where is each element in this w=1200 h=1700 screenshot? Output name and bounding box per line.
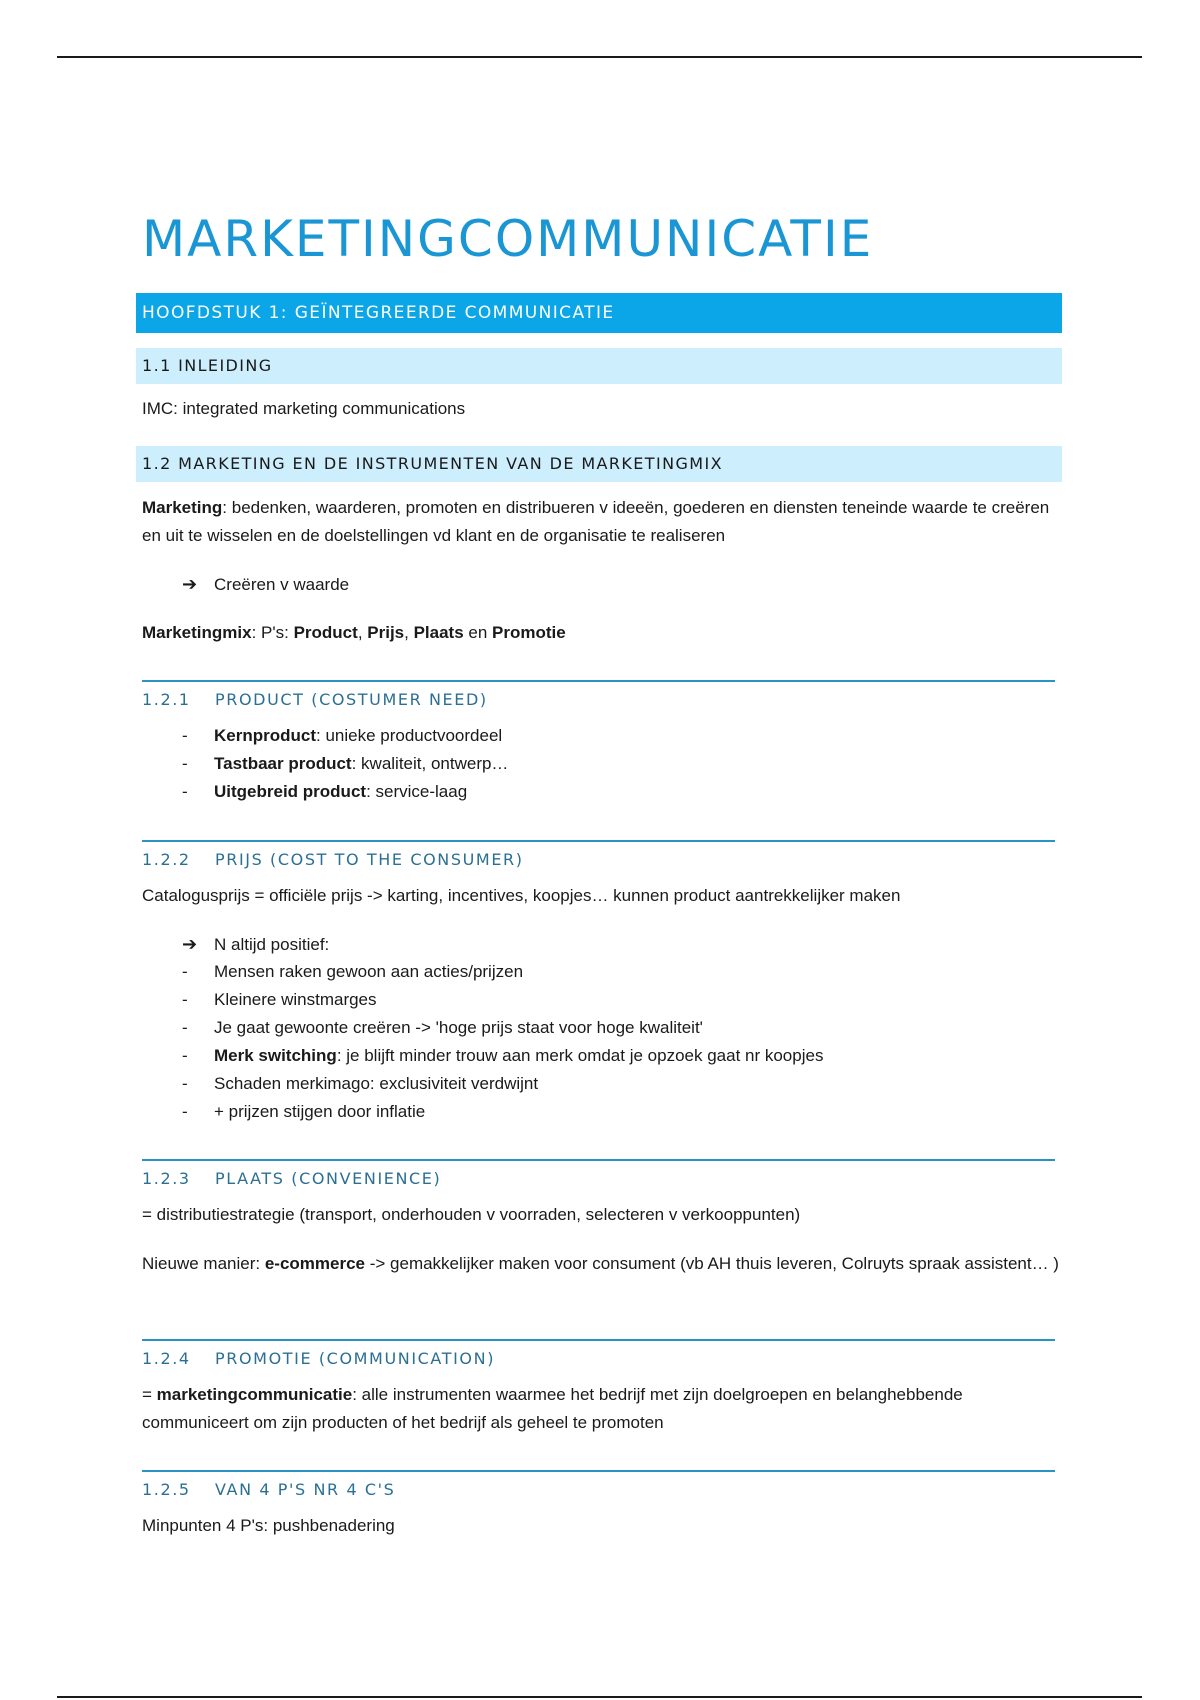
section-heading-1-1: 1.1 INLEIDING (136, 348, 1062, 384)
list-item (182, 1098, 425, 1126)
dash-bullet: - (182, 1074, 188, 1093)
subsection-title: PROMOTIE (COMMUNICATION) (215, 1349, 496, 1368)
mix-separator: , (404, 623, 414, 642)
arrow-item-text: N altijd positief: (214, 935, 330, 954)
list-item-text: + prijzen stijgen door inflatie (214, 1102, 426, 1121)
list-item-term: Kernproduct (214, 726, 316, 745)
paragraph-catalogusprijs: Catalogusprijs = officiële prijs -> karting, incentives, koopjes… kunnen product aantrekkelijker maken (142, 886, 901, 905)
term-plaats: Plaats (413, 623, 464, 642)
subsection-number: 1.2.1 (142, 690, 191, 709)
list-item-text: : service-laag (366, 782, 468, 801)
list-item (182, 750, 508, 778)
list-item (182, 722, 502, 750)
arrow-item-creeren (182, 570, 349, 599)
subsection-number: 1.2.5 (142, 1480, 191, 1499)
list-item-text: Je gaat gewoonte creëren -> 'hoge prijs staat voor hoge kwaliteit' (214, 1018, 703, 1037)
dash-bullet: - (182, 962, 188, 981)
mix-separator: , (357, 623, 368, 642)
list-item-text: : kwaliteit, ontwerp… (351, 754, 509, 773)
term-marketingcommunicatie: marketingcommunicatie (156, 1385, 353, 1404)
term-e-commerce: e-commerce (264, 1254, 365, 1273)
subsection-title: VAN 4 P'S NR 4 C'S (215, 1480, 396, 1499)
list-item (182, 1042, 823, 1070)
subsection-title: PLAATS (CONVENIENCE) (215, 1169, 442, 1188)
marketing-definition-text: : bedenken, waarderen, promoten en distribueren v ideeën, goederen en diensten teneinde waarde te creëren en uit te wisselen en de doelstellingen vd klant en de organisatie te realiseren (142, 498, 1050, 545)
subsection-heading-1-2-1 (142, 680, 1055, 712)
subsection-title: PRODUCT (COSTUMER NEED) (215, 690, 488, 709)
chapter-heading: HOOFDSTUK 1: GEÏNTEGREERDE COMMUNICATIE (136, 293, 1062, 333)
paragraph-imc: IMC: integrated marketing communications (142, 399, 466, 418)
paragraph-minpunten: Minpunten 4 P's: pushbenadering (142, 1516, 395, 1535)
page-bottom-rule (57, 1696, 1142, 1698)
subsection-heading-1-2-2 (142, 840, 1055, 872)
arrow-item-text: Creëren v waarde (214, 575, 350, 594)
subsection-heading-1-2-3 (142, 1159, 1055, 1191)
mix-text: : P's: (251, 623, 294, 642)
list-item-term: Tastbaar product (214, 754, 352, 773)
list-item-text: : unieke productvoordeel (316, 726, 503, 745)
subsection-number: 1.2.2 (142, 850, 191, 869)
subsection-heading-1-2-4 (142, 1339, 1055, 1371)
list-item (182, 1070, 538, 1098)
subsection-number: 1.2.4 (142, 1349, 191, 1368)
term-prijs: Prijs (367, 623, 405, 642)
dash-bullet: - (182, 782, 188, 801)
arrow-right-icon: ➔ (182, 574, 198, 594)
page-top-rule (57, 56, 1142, 58)
list-item-term: Merk switching (214, 1046, 337, 1065)
list-item-text: Mensen raken gewoon aan acties/prijzen (214, 962, 524, 981)
section-heading-1-2: 1.2 MARKETING EN DE INSTRUMENTEN VAN DE MARKETINGMIX (136, 446, 1062, 482)
term-marketingmix: Marketingmix (142, 623, 252, 642)
list-item-term: Uitgebreid product (214, 782, 367, 801)
document-title: MARKETINGCOMMUNICATIE (142, 210, 874, 268)
subsection-number: 1.2.3 (142, 1169, 191, 1188)
term-product: Product (293, 623, 358, 642)
term-promotie: Promotie (492, 623, 566, 642)
dash-bullet: - (182, 990, 188, 1009)
mix-separator: en (463, 623, 493, 642)
list-item-text: Kleinere winstmarges (214, 990, 377, 1009)
list-item (182, 958, 523, 986)
paragraph-text: -> gemakkelijker maken voor consument (vb AH thuis leveren, Colruyts spraak assistent… ) (365, 1254, 1059, 1273)
dash-bullet: - (182, 754, 188, 773)
subsection-title: PRIJS (COST TO THE CONSUMER) (215, 850, 524, 869)
dash-bullet: - (182, 1018, 188, 1037)
dash-bullet: - (182, 726, 188, 745)
list-item-text: Schaden merkimago: exclusiviteit verdwijnt (214, 1074, 539, 1093)
paragraph-nieuwe-manier (142, 1250, 1062, 1278)
list-item (182, 778, 467, 806)
paragraph-marketingcommunicatie (142, 1381, 1062, 1437)
arrow-item-n-altijd-positief (182, 930, 329, 959)
paragraph-text: : alle instrumenten waarmee het bedrijf met zijn doelgroepen en belanghebbende communiceert om zijn producten of het bedrijf als geheel te promoten (142, 1385, 963, 1432)
dash-bullet: - (182, 1102, 188, 1121)
list-item-text: : je blijft minder trouw aan merk omdat je opzoek gaat nr koopjes (336, 1046, 824, 1065)
paragraph-text: = (142, 1385, 157, 1404)
arrow-right-icon: ➔ (182, 934, 198, 954)
paragraph-text: Nieuwe manier: (142, 1254, 265, 1273)
list-item (182, 986, 377, 1014)
list-item (182, 1014, 703, 1042)
paragraph-marketingmix (142, 619, 1062, 647)
subsection-heading-1-2-5 (142, 1470, 1055, 1502)
term-marketing: Marketing (142, 498, 223, 517)
paragraph-marketing-definition (142, 494, 1062, 550)
paragraph-distributiestrategie: = distributiestrategie (transport, onderhouden v voorraden, selecteren v verkooppunten) (142, 1205, 801, 1224)
dash-bullet: - (182, 1046, 188, 1065)
